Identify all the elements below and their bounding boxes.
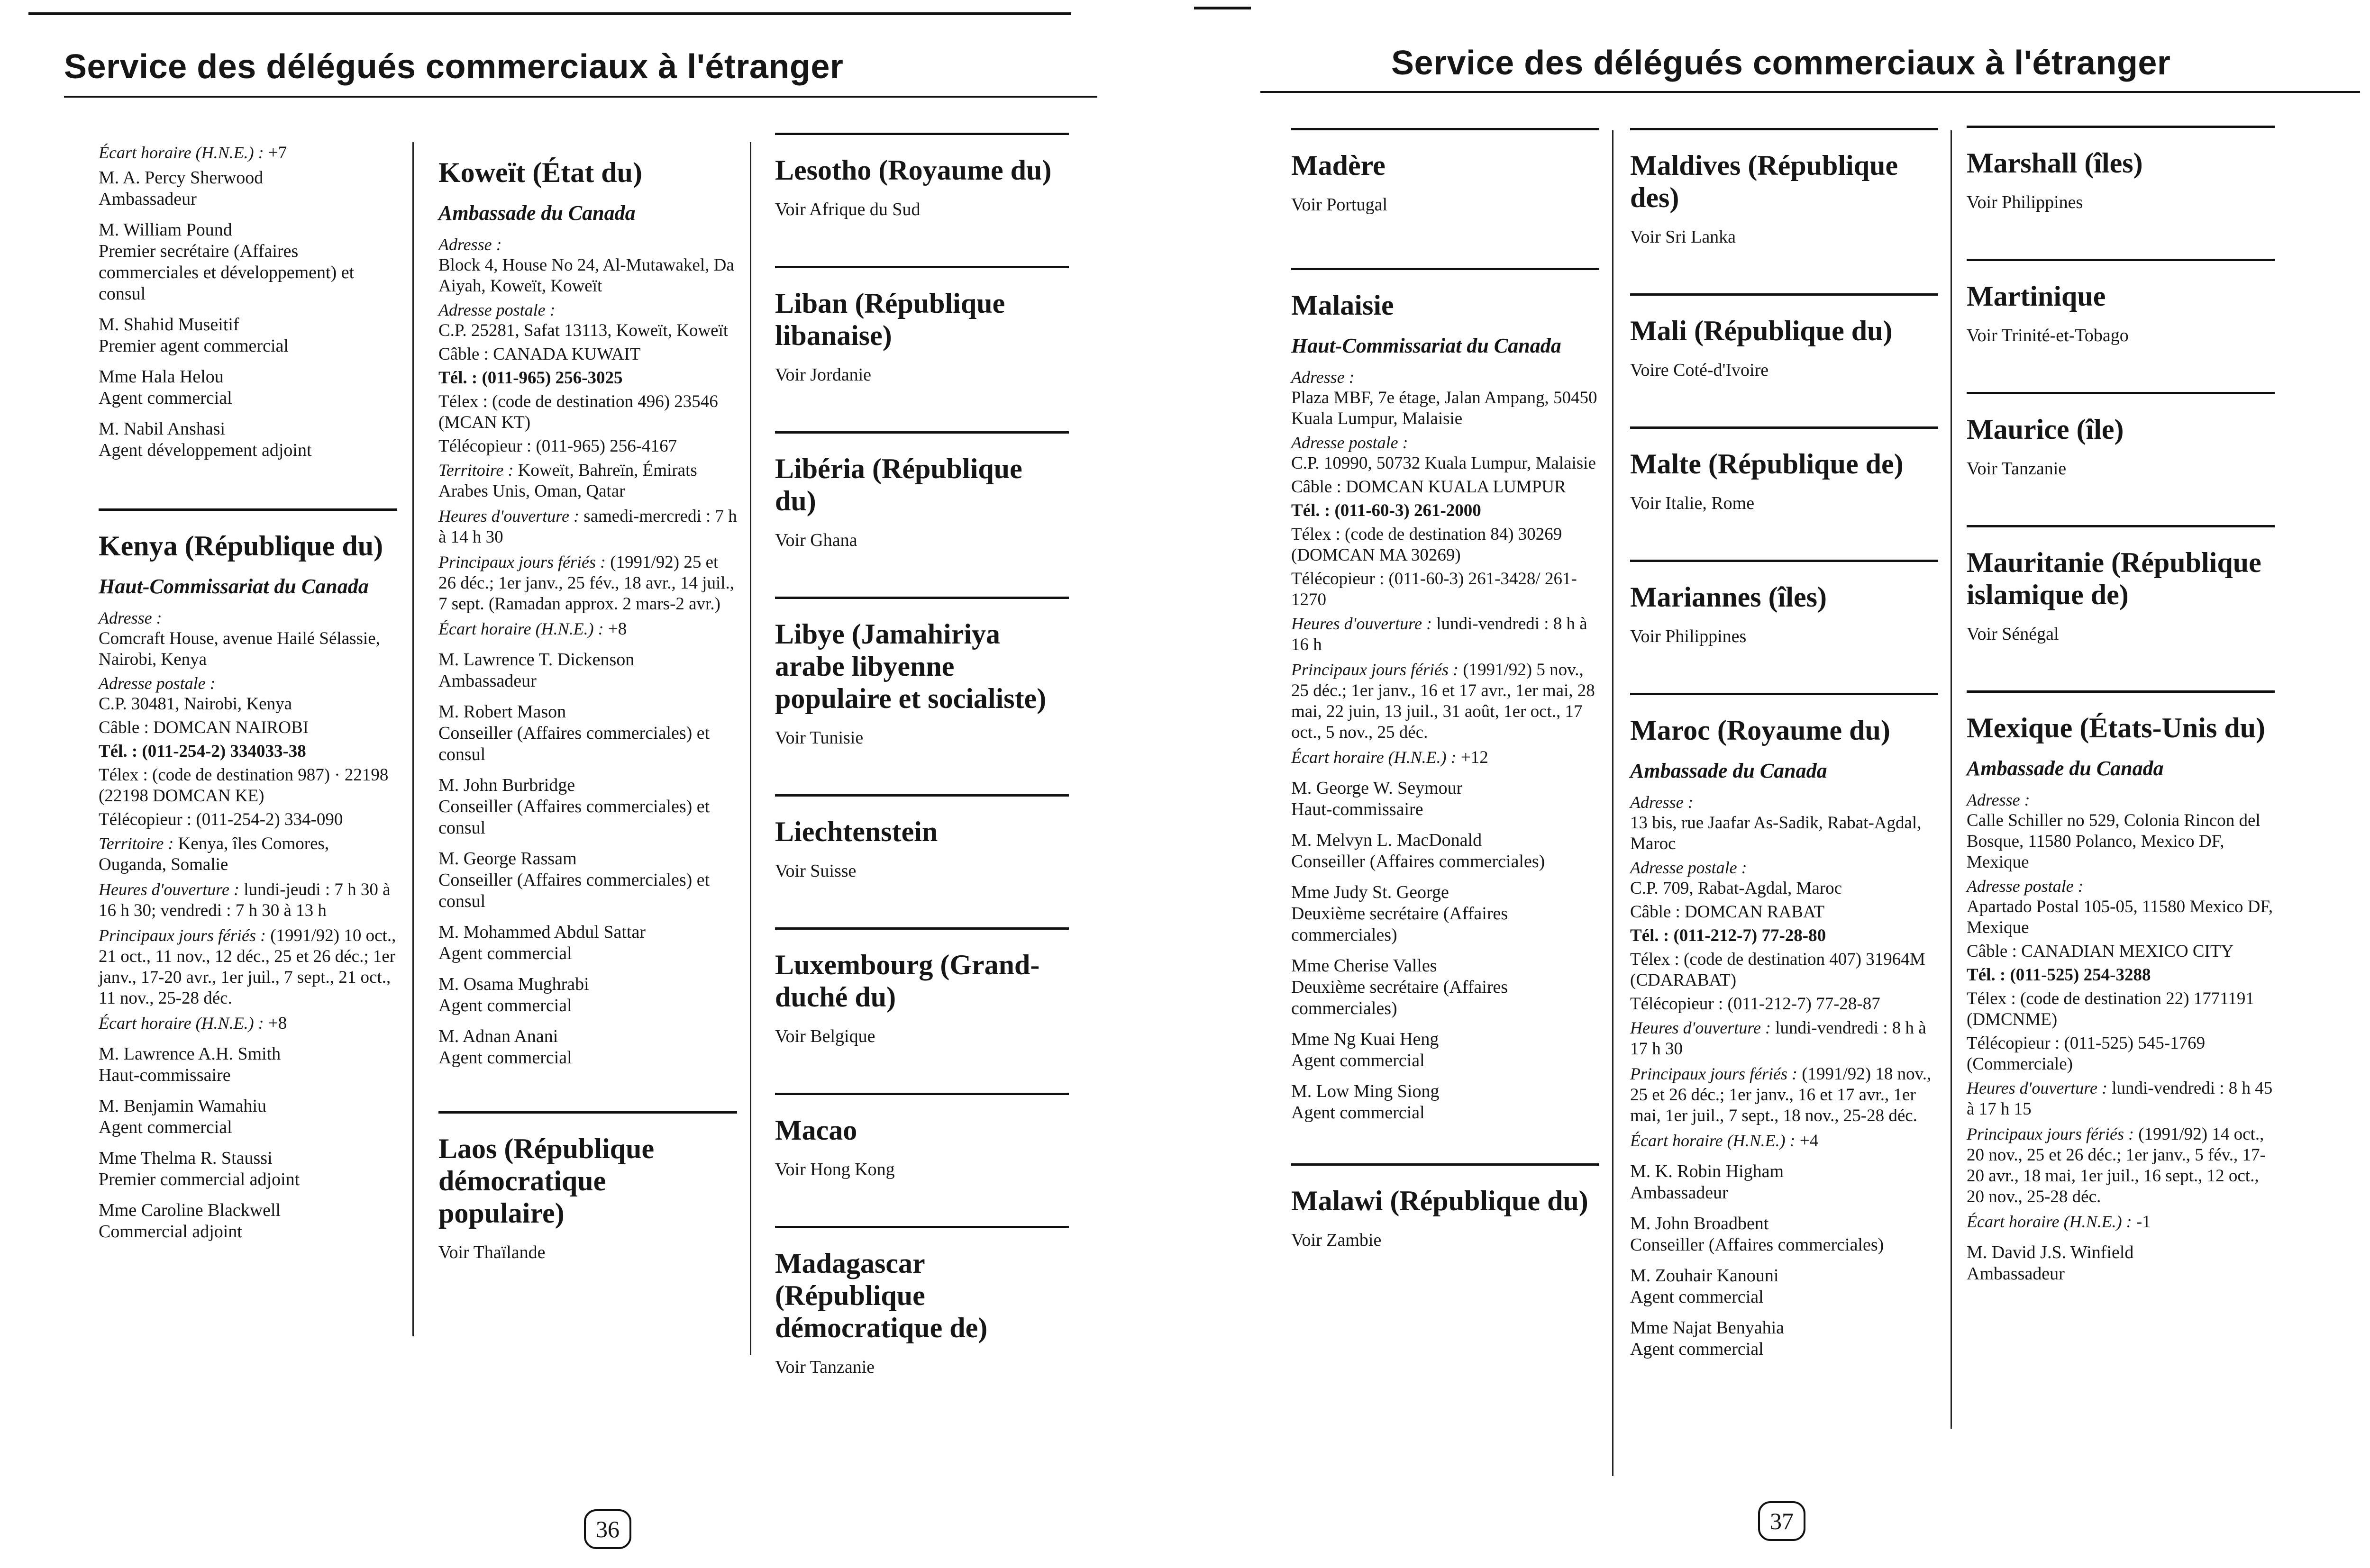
entry-liechtenstein xyxy=(775,794,1069,882)
address-label: Adresse : xyxy=(1630,793,1694,812)
telex: Télex : (code de destination 84) 30269 (DOMCAN MA 30269) xyxy=(1291,525,1562,565)
entry-malaisie xyxy=(1291,268,1599,1124)
person: M. Mohammed Abdul Sattar Agent commercial xyxy=(438,922,646,963)
address-label: Adresse : xyxy=(1967,790,2030,809)
fax: Télécopieur : (011-525) 545-1769 (Commerciale) xyxy=(1967,1033,2206,1074)
see-reference: Voir Tanzanie xyxy=(775,1357,875,1377)
postal-address: C.P. 10990, 50732 Kuala Lumpur, Malaisie xyxy=(1291,453,1596,473)
person: Mme Najat Benyahia Agent commercial xyxy=(1630,1318,1785,1359)
see-reference: Voir Sénégal xyxy=(1967,624,2059,644)
entry-continued xyxy=(99,142,397,461)
holidays: Principaux jours fériés : (1991/92) 5 nov., 25 déc.; 1er janv., 16 et 17 avr., 1er mai, 28 mai, 22 juin, 13 juil., 31 août, 1er oct., 17 oct., 5 nov., 25 déc. xyxy=(1291,660,1595,742)
entry-koweit xyxy=(438,156,737,1069)
person: Mme Judy St. George Deuxième secrétaire (Affaires commerciales) xyxy=(1291,882,1508,945)
address-label: Adresse : xyxy=(99,608,162,627)
holidays: Principaux jours fériés : (1991/92) 25 et 26 déc.; 1er janv., 25 fév., 18 avr., 14 juil., 7 sept. (Ramadan approx. 2 mars-2 avr.) xyxy=(438,553,735,614)
ecart-horaire: Écart horaire (H.N.E.) : +8 xyxy=(438,619,627,639)
person: M. John Broadbent Conseiller (Affaires commerciales) xyxy=(1630,1214,1884,1255)
person: Mme Thelma R. Staussi Premier commercial adjoint xyxy=(99,1148,300,1189)
see-reference: Voir Afrique du Sud xyxy=(775,199,921,219)
hours: Heures d'ouverture : lundi-vendredi : 8 h à 17 h 30 xyxy=(1630,1018,1926,1059)
person: M. Nabil Anshasi Agent développement adjoint xyxy=(99,419,312,460)
cable: Câble : DOMCAN RABAT xyxy=(1630,902,1825,922)
country-name: Mariannes (îles) xyxy=(1630,581,1827,613)
person: Mme Hala Helou Agent commercial xyxy=(99,367,232,408)
fax: Télécopieur : (011-254-2) 334-090 xyxy=(99,810,343,829)
mission-name: Ambassade du Canada xyxy=(1630,759,1827,782)
person: M. Adnan Anani Agent commercial xyxy=(438,1026,572,1068)
see-reference: Voir Hong Kong xyxy=(775,1160,895,1179)
country-name: Mexique (États-Unis du) xyxy=(1967,712,2266,743)
column-divider xyxy=(412,142,414,1336)
postal-address: C.P. 25281, Safat 13113, Koweït, Koweït xyxy=(438,321,729,340)
entry-laos xyxy=(438,1111,737,1263)
telex: Télex : (code de destination 407) 31964M (CDARABAT) xyxy=(1630,950,1925,990)
person: Mme Cherise Valles Deuxième secrétaire (Affaires commerciales) xyxy=(1291,956,1508,1018)
country-name: Malawi (République du) xyxy=(1291,1185,1588,1216)
fax: Télécopieur : (011-60-3) 261-3428/ 261-1270 xyxy=(1291,569,1577,609)
cable: Câble : CANADIAN MEXICO CITY xyxy=(1967,942,2234,961)
postal-label: Adresse postale : xyxy=(1630,858,1747,877)
holidays: Principaux jours fériés : (1991/92) 14 oct., 20 nov., 25 et 26 déc.; 1er janv., 5 fév., 17-20 avr., 18 mai, 1er juil., 16 sept., 12 oct., 20 nov., 25-28 déc. xyxy=(1967,1124,2266,1206)
entry-libye xyxy=(775,597,1069,749)
fax: Télécopieur : (011-965) 256-4167 xyxy=(438,436,677,456)
address: 13 bis, rue Jaafar As-Sadik, Rabat-Agdal, Maroc xyxy=(1630,813,1922,853)
country-name: Macao xyxy=(775,1115,857,1146)
telephone: Tél. : (011-212-7) 77-28-80 xyxy=(1630,926,1826,945)
entry-maurice xyxy=(1967,392,2275,480)
address-label: Adresse : xyxy=(1291,368,1355,387)
country-name: Maurice (île) xyxy=(1967,414,2124,445)
country-name: Luxembourg (Grand-duché du) xyxy=(775,949,1040,1013)
column-divider xyxy=(1951,130,1952,1429)
country-name: Malte (République de) xyxy=(1630,448,1904,480)
entry-kenya xyxy=(99,508,397,1242)
address: Plaza MBF, 7e étage, Jalan Ampang, 50450 Kuala Lumpur, Malaisie xyxy=(1291,388,1597,428)
see-reference: Voir Ghana xyxy=(775,530,857,550)
postal-label: Adresse postale : xyxy=(99,674,216,693)
person: M. Benjamin Wamahiu Agent commercial xyxy=(99,1096,267,1137)
page-37 xyxy=(1194,0,2370,1568)
hours: Heures d'ouverture : samedi-mercredi : 7 h à 14 h 30 xyxy=(438,507,737,547)
mission-name: Haut-Commissariat du Canada xyxy=(99,575,369,598)
address: Calle Schiller no 529, Colonia Rincon del Bosque, 11580 Polanco, Mexico DF, Mexique xyxy=(1967,811,2261,872)
entry-liban xyxy=(775,266,1069,386)
page-number: 37 xyxy=(1758,1501,1805,1541)
person: M. A. Percy Sherwood Ambassadeur xyxy=(99,168,264,209)
country-name: Libye (Jamahiriya arabe libyenne populaire et socialiste) xyxy=(775,618,1047,714)
page-title: Service des délégués commerciaux à l'étranger xyxy=(1391,44,2171,82)
see-reference: Voir Trinité-et-Tobago xyxy=(1967,326,2129,345)
country-name: Marshall (îles) xyxy=(1967,147,2143,179)
address: Block 4, House No 24, Al-Mutawakel, Da Aiyah, Koweït, Koweït xyxy=(438,255,734,296)
see-reference: Voir Belgique xyxy=(775,1026,875,1046)
column-divider xyxy=(750,142,751,1355)
see-reference: Voir Sri Lanka xyxy=(1630,227,1736,247)
person: M. Low Ming Siong Agent commercial xyxy=(1291,1081,1440,1123)
country-name: Madagascar (République démocratique de) xyxy=(775,1248,988,1343)
entry-luxembourg xyxy=(775,927,1069,1047)
see-reference: Voir Jordanie xyxy=(775,365,871,385)
cable: Câble : DOMCAN NAIROBI xyxy=(99,718,309,737)
fax: Télécopieur : (011-212-7) 77-28-87 xyxy=(1630,994,1880,1014)
page-title: Service des délégués commerciaux à l'étranger xyxy=(64,48,844,86)
person: M. William Pound Premier secrétaire (Affaires commerciales et développement) et consul xyxy=(99,220,355,304)
person: M. George Rassam Conseiller (Affaires commerciales) et consul xyxy=(438,849,710,911)
hours: Heures d'ouverture : lundi-vendredi : 8 h 45 à 17 h 15 xyxy=(1967,1079,2273,1119)
country-name: Koweït (État du) xyxy=(438,157,642,188)
entry-madagascar xyxy=(775,1226,1069,1378)
entry-maroc xyxy=(1630,693,1938,1360)
telex: Télex : (code de destination 22) 1771191 (DMCNME) xyxy=(1967,989,2254,1029)
entry-madere xyxy=(1291,128,1599,216)
country-name: Martinique xyxy=(1967,281,2106,312)
ecart-horaire: Écart horaire (H.N.E.) : +7 xyxy=(99,143,287,163)
entry-maldives xyxy=(1630,128,1938,248)
country-name: Laos (République démocratique populaire) xyxy=(438,1133,655,1229)
country-name: Libéria (République du) xyxy=(775,453,1022,517)
entry-mauritanie xyxy=(1967,525,2275,645)
person: M. David J.S. Winfield Ambassadeur xyxy=(1967,1242,2134,1284)
entry-liberia xyxy=(775,431,1069,551)
person: Mme Ng Kuai Heng Agent commercial xyxy=(1291,1029,1439,1070)
address-label: Adresse : xyxy=(438,235,502,254)
mission-name: Ambassade du Canada xyxy=(1967,757,2164,780)
cable: Câble : CANADA KUWAIT xyxy=(438,344,641,364)
see-reference: Voir Suisse xyxy=(775,861,857,881)
see-reference: Voir Zambie xyxy=(1291,1230,1382,1250)
entry-malte xyxy=(1630,426,1938,514)
address: Comcraft House, avenue Hailé Sélassie, Nairobi, Kenya xyxy=(99,629,380,669)
country-name: Liban (République libanaise) xyxy=(775,288,1005,351)
person: M. K. Robin Higham Ambassadeur xyxy=(1630,1161,1784,1203)
country-name: Malaisie xyxy=(1291,290,1394,321)
person: M. George W. Seymour Haut-commissaire xyxy=(1291,778,1463,819)
country-name: Lesotho (Royaume du) xyxy=(775,154,1052,186)
column-1 xyxy=(99,142,397,1277)
entry-mariannes xyxy=(1630,560,1938,647)
territory: Territoire : Kenya, îles Comores, Ouganda, Somalie xyxy=(99,834,329,874)
entry-mali xyxy=(1630,293,1938,381)
telex: Télex : (code de destination 987) · 22198 (22198 DOMCAN KE) xyxy=(99,765,389,806)
entry-martinique xyxy=(1967,259,2275,346)
entry-malawi xyxy=(1291,1163,1599,1251)
column-6 xyxy=(1967,126,2275,1319)
ecart-horaire: Écart horaire (H.N.E.) : +4 xyxy=(1630,1131,1819,1151)
person: M. Zouhair Kanouni Agent commercial xyxy=(1630,1266,1779,1307)
page-number: 36 xyxy=(584,1509,631,1549)
entry-lesotho xyxy=(775,133,1069,220)
country-name: Maldives (République des) xyxy=(1630,150,1898,213)
person: M. John Burbridge Conseiller (Affaires commerciales) et consul xyxy=(438,775,710,838)
column-divider xyxy=(1612,130,1613,1476)
title-rule xyxy=(1260,91,2360,93)
column-3 xyxy=(775,133,1069,1412)
postal-label: Adresse postale : xyxy=(1291,433,1408,452)
see-reference: Voir Philippines xyxy=(1630,626,1747,646)
postal-address: C.P. 709, Rabat-Agdal, Maroc xyxy=(1630,879,1842,898)
postal-address: Apartado Postal 105-05, 11580 Mexico DF, Mexique xyxy=(1967,897,2273,937)
ecart-horaire: Écart horaire (H.N.E.) : -1 xyxy=(1967,1212,2151,1232)
postal-address: C.P. 30481, Nairobi, Kenya xyxy=(99,694,292,714)
see-reference: Voir Italie, Rome xyxy=(1630,493,1755,513)
column-4 xyxy=(1291,128,1599,1285)
see-reference: Voir Philippines xyxy=(1967,192,2083,212)
telephone: Tél. : (011-965) 256-3025 xyxy=(438,368,623,388)
person: M. Melvyn L. MacDonald Conseiller (Affaires commerciales) xyxy=(1291,830,1545,871)
hours: Heures d'ouverture : lundi-vendredi : 8 h à 16 h xyxy=(1291,614,1587,654)
entry-mexique xyxy=(1967,690,2275,1285)
title-rule xyxy=(64,96,1097,98)
person: M. Shahid Museitif Premier agent commercial xyxy=(99,315,289,356)
territory: Territoire : Koweït, Bahreïn, Émirats Arabes Unis, Oman, Qatar xyxy=(438,461,697,501)
country-name: Maroc (Royaume du) xyxy=(1630,715,1890,746)
top-rule xyxy=(1194,7,1251,9)
entry-macao xyxy=(775,1093,1069,1180)
person: M. Lawrence T. Dickenson Ambassadeur xyxy=(438,650,635,691)
see-reference: Voir Tanzanie xyxy=(1967,459,2067,479)
country-name: Mauritanie (République islamique de) xyxy=(1967,547,2261,610)
person: M. Osama Mughrabi Agent commercial xyxy=(438,974,589,1015)
hours: Heures d'ouverture : lundi-jeudi : 7 h 30 à 16 h 30; vendredi : 7 h 30 à 13 h xyxy=(99,880,391,920)
holidays: Principaux jours fériés : (1991/92) 10 oct., 21 oct., 11 nov., 12 déc., 25 et 26 déc.; 1er janv., 17-20 avr., 1er juil., 7 sept., 21 oct., 11 nov., 25-28 déc. xyxy=(99,926,396,1008)
cable: Câble : DOMCAN KUALA LUMPUR xyxy=(1291,477,1566,497)
telex: Télex : (code de destination 496) 23546 (MCAN KT) xyxy=(438,392,718,432)
country-name: Liechtenstein xyxy=(775,816,938,847)
mission-name: Haut-Commissariat du Canada xyxy=(1291,334,1561,357)
person: Mme Caroline Blackwell Commercial adjoint xyxy=(99,1200,281,1242)
country-name: Kenya (République du) xyxy=(99,530,383,562)
telephone: Tél. : (011-60-3) 261-2000 xyxy=(1291,501,1481,520)
postal-label: Adresse postale : xyxy=(1967,877,2084,896)
ecart-horaire: Écart horaire (H.N.E.) : +12 xyxy=(1291,748,1488,767)
see-reference: Voir Thaïlande xyxy=(438,1242,546,1262)
entry-marshall xyxy=(1967,126,2275,213)
country-name: Mali (République du) xyxy=(1630,315,1893,346)
telephone: Tél. : (011-254-2) 334033-38 xyxy=(99,742,306,761)
see-reference: Voir Portugal xyxy=(1291,195,1388,215)
holidays: Principaux jours fériés : (1991/92) 18 nov., 25 et 26 déc.; 1er janv., 16 et 17 avr., 1er mai, 1er juil., 7 sept., 18 nov., 25-28 déc. xyxy=(1630,1064,1932,1125)
person: M. Lawrence A.H. Smith Haut-commissaire xyxy=(99,1044,281,1085)
column-2 xyxy=(438,156,737,1297)
ecart-horaire: Écart horaire (H.N.E.) : +8 xyxy=(99,1014,287,1033)
see-reference: Voire Coté-d'Ivoire xyxy=(1630,360,1769,380)
see-reference: Voir Tunisie xyxy=(775,728,864,748)
telephone: Tél. : (011-525) 254-3288 xyxy=(1967,965,2151,985)
column-5 xyxy=(1630,128,1938,1394)
postal-label: Adresse postale : xyxy=(438,300,556,319)
country-name: Madère xyxy=(1291,150,1386,181)
mission-name: Ambassade du Canada xyxy=(438,201,636,225)
person: M. Robert Mason Conseiller (Affaires commerciales) et consul xyxy=(438,702,710,764)
top-rule xyxy=(28,12,1071,15)
